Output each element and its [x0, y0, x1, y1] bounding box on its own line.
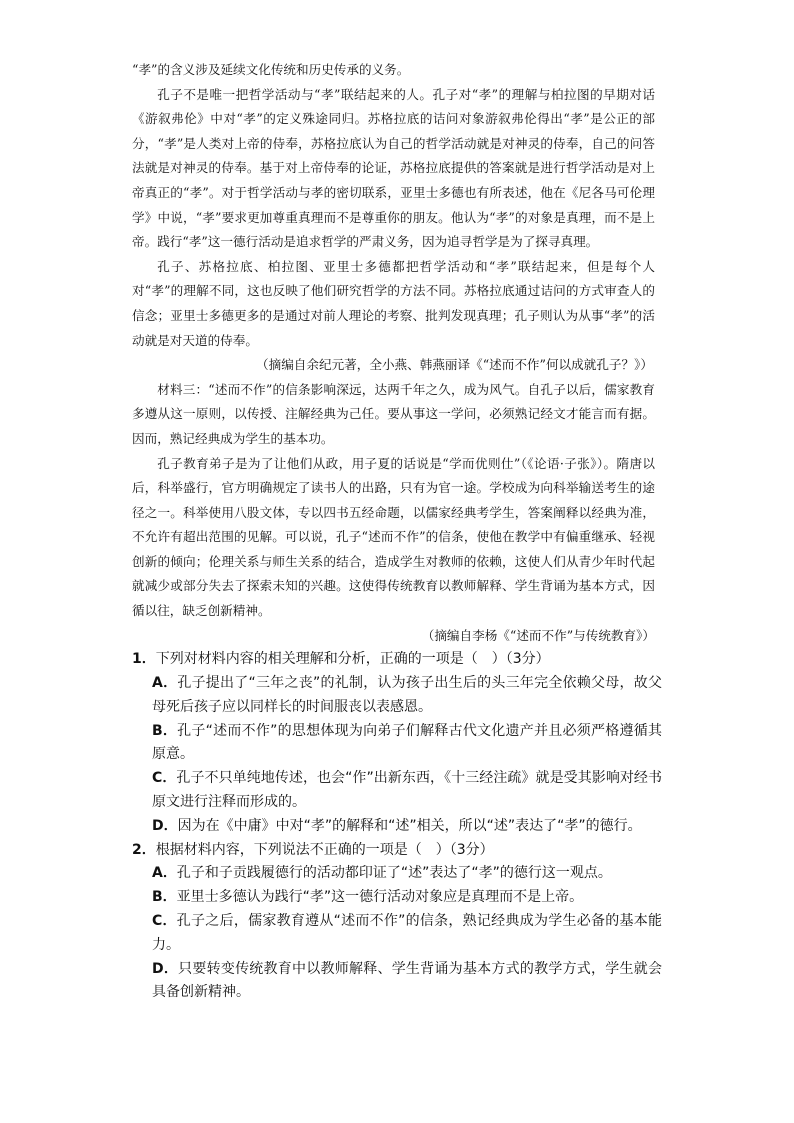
question-stem — [132, 648, 662, 672]
question-stem — [132, 839, 662, 863]
question-2 — [132, 839, 662, 1006]
option-letter: D． — [152, 817, 178, 834]
option-c — [152, 767, 662, 815]
option-c — [152, 910, 662, 958]
option-text: 只要转变传统教育中以教师解释、学生背诵为基本方式的教学方式，学生就会具备创新精神。 — [152, 960, 663, 1001]
option-letter: A． — [152, 865, 177, 882]
option-list — [132, 862, 662, 1005]
option-text: 亚里士多德认为践行“孝”这一德行活动对象应是真理而不是上帝。 — [176, 889, 584, 906]
material-paragraph: 材料三：“述而不作”的信条影响深远，达两千年之久，成为风气。自孔子以后，儒家教育多遵从这一原则，以传授、注解经典为己任。要从事这一学问，必须熟记经文才能言而有据。因而，熟记经典成为学生的基本功。 — [132, 381, 655, 446]
question-number: 2． — [132, 841, 156, 858]
option-text: 孔子和子贡践履德行的活动都印证了“述”表达了“孝”的德行这一观点。 — [176, 865, 612, 882]
option-letter: C． — [152, 913, 177, 930]
option-text: 因为在《中庸》中对“孝”的解释和“述”相关，所以“述”表达了“孝”的德行。 — [177, 817, 642, 834]
source-citation: （摘编自余纪元著，全小燕、韩燕丽译《“述而不作”何以成就孔子？》） — [256, 357, 653, 373]
source-citation: （摘编自李杨《“述而不作”与传统教育》） — [421, 627, 655, 643]
material-paragraph: 孔子、苏格拉底、柏拉图、亚里士多德都把哲学活动和“孝”联结起来，但是每个人对“孝”的理解不同，这也反映了他们研究哲学的方法不同。苏格拉底通过诘问的方式审查人的信念；亚里士多德更多的是通过对前人理论的考察、批判发现真理；孔子则认为从事“孝”的活动就是对天道的侍奉。 — [132, 258, 655, 348]
material-paragraph: 孔子不是唯一把哲学活动与“孝”联结起来的人。孔子对“孝”的理解与柏拉图的早期对话《游叙弗伦》中对“孝”的定义殊途同归。苏格拉底的诘问对象游叙弗伦得出“孝”是公正的部分，“孝”是人类对上帝的侍奉，苏格拉底认为自己的哲学活动就是对神灵的侍奉，自己的问答法就是对神灵的侍奉。基于对上帝侍奉的论证，苏格拉底提供的答案就是进行哲学活动是对上帝真正的“孝”。对于哲学活动与孝的密切联系，亚里士多德也有所表述，他在《尼各马可伦理学》中说，“孝”要求更加尊重真理而不是尊重你的朋友。他认为“孝”的对象是真理，而不是上帝。践行“孝”这一德行活动是追求哲学的严肃义务，因为追寻哲学是为了探寻真理。 — [132, 86, 655, 250]
question-list — [132, 648, 662, 1005]
option-letter: B． — [152, 722, 178, 739]
option-b — [152, 886, 662, 910]
option-text: 孔子提出了“三年之丧”的礼制，认为孩子出生后的头三年完全依赖父母，故父母死后孩子应以同样长的时间服丧以表感恩。 — [152, 675, 662, 715]
option-b — [152, 720, 662, 768]
option-letter: A． — [152, 675, 178, 692]
question-text: 根据材料内容，下列说法不正确的一项是（ ）（3分） — [155, 841, 494, 858]
option-letter: D． — [152, 960, 179, 977]
reading-material — [132, 58, 655, 648]
question-number: 1． — [132, 651, 156, 668]
option-d — [152, 958, 662, 1006]
option-a — [152, 862, 662, 886]
option-d — [152, 815, 662, 839]
option-letter: C． — [152, 770, 177, 787]
question-text: 下列对材料内容的相关理解和分析，正确的一项是（ ）（3分） — [155, 651, 550, 668]
option-a — [152, 672, 662, 720]
option-text: 孔子“述而不作”的思想体现为向弟子们解释古代文化遗产并且必须严格遵循其原意。 — [152, 722, 662, 763]
option-letter: B． — [152, 889, 177, 906]
option-text: 孔子之后，儒家教育遵从“述而不作”的信条，熟记经典成为学生必备的基本能力。 — [152, 913, 662, 953]
material-paragraph: 孔子教育弟子是为了让他们从政，用子夏的话说是“学而优则仕”（《论语·子张》）。隋唐以后，科举盛行，官方明确规定了读书人的出路，只有为官一途。学校成为向科举输送考生的途径之一。科举使用八股文体，专以四书五经命题，以儒家经典考学生，答案阐释以经典为准，不允许有超出范围的见解。可以说，孔子“述而不作”的信条，使他在教学中有偏重继承、轻视创新的倾向；伦理关系与师生关系的结合，造成学生对教师的依赖，这使人们从青少年时代起就减少或部分失去了探索未知的兴趣。这使得传统教育以教师解释、学生背诵为基本方式，因循以往，缺乏创新精神。 — [132, 455, 655, 619]
material-paragraph: “孝”的含义涉及延续文化传统和历史传承的义务。 — [132, 62, 410, 77]
question-1 — [132, 648, 662, 838]
option-list — [132, 672, 662, 839]
option-text: 孔子不只单纯地传述，也会“作”出新东西，《十三经注疏》就是受其影响对经书原文进行注释而形成的。 — [152, 770, 662, 811]
